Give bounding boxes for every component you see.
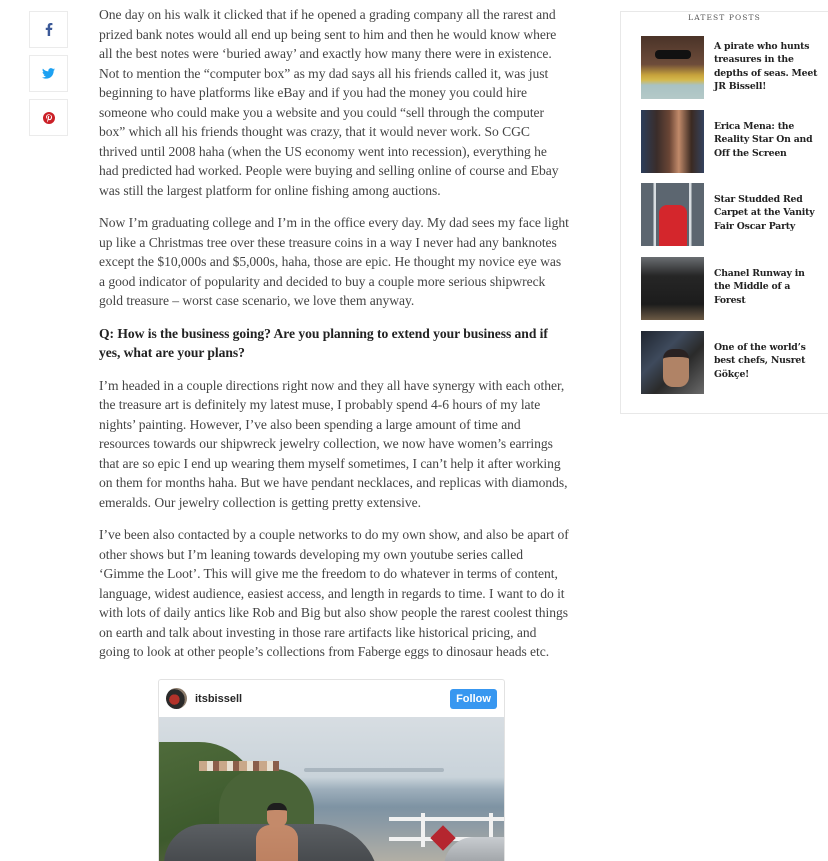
instagram-photo[interactable]	[159, 717, 504, 861]
facebook-icon	[45, 23, 53, 36]
post-title-link[interactable]: Erica Mena: the Reality Star On and Off the Screen	[714, 121, 813, 159]
share-bar	[29, 11, 68, 143]
widget-title: LATEST POSTS	[621, 5, 828, 24]
article-paragraph: One day on his walk it clicked that if he opened a grading company all the rarest and prized bank notes would all end up being sent to him and then he would know where all the best notes were ‘buried away’ and exactly how many there were in existence. Not to mention the “computer box” as my dad says all his friends called it, was just beginning to have platforms like eBay and if you had the money you could hire someone who could make you a website and you could “sell through the computer box” which all his friends thought was crazy, that it would never work. So CGC thrived until 2008 haha (when the US economy went into recession), everything he had predicted had worked. People were buying and selling online of course and Ebay was still the largest platform for online fishing among auctions.	[99, 7, 559, 198]
photo-detail	[304, 768, 444, 772]
latest-post-item[interactable]	[641, 257, 821, 320]
share-facebook-button[interactable]	[29, 11, 68, 48]
photo-detail	[199, 761, 279, 771]
article-paragraph: I’m headed in a couple directions right now and they all have synergy with each other, the treasure art is definitely my latest muse, I probably spend 4-6 hours of my late nights’ painting. However, I’ve also been spending a large amount of time and resources towards our shipwreck jewelry collection, we now have women’s earrings that are so epic I end up wearing them myself sometimes, I can’t help it after working on them for months haha. But we have pendant necklaces, and replicas with diamonds, emeralds. Our jewelry collection is getting pretty extensive.	[99, 377, 568, 510]
article-paragraph: Now I’m graduating college and I’m in the office every day. My dad sees my face light up like a Christmas tree over these treasure coins in a way I never had any banknotes except the $10,000s and $5,000s, haha, those are epic. He thought my novice eye was a good indicator of popularity and decided to buy a couple more serious shipwreck gold treasure – worst case scenario, we love them anyway.	[99, 215, 569, 308]
share-twitter-button[interactable]	[29, 55, 68, 92]
post-thumbnail[interactable]	[641, 183, 704, 246]
latest-posts-widget	[620, 11, 828, 414]
post-thumbnail[interactable]	[641, 36, 704, 99]
article-body	[99, 5, 569, 675]
instagram-header	[159, 680, 504, 717]
instagram-embed	[158, 679, 505, 861]
post-title-link[interactable]: Chanel Runway in the Middle of a Forest	[714, 268, 805, 306]
instagram-username[interactable]: itsbissell	[195, 692, 243, 705]
article-paragraph: I’ve been also contacted by a couple networks to do my own show, and also be apart of other shows but I’m leaning towards developing my own youtube series called ‘Gimme the Loot’. This will give me the freedom to do whatever in terms of content, language, widest audience, easiest access, and length in regards to time. I want to do it with lots of daily antics like Rob and Big but also show people the rarest coolest things on earth and talk about investing in those rare artifacts like historical pricing, and going to look at other people’s collections from Faberge eggs to dinosaur heads etc.	[99, 527, 569, 659]
photo-detail	[389, 817, 504, 821]
latest-post-item[interactable]	[641, 331, 821, 394]
post-title-link[interactable]: Star Studded Red Carpet at the Vanity Fair Oscar Party	[714, 194, 815, 232]
share-pinterest-button[interactable]	[29, 99, 68, 136]
follow-button[interactable]: Follow	[450, 689, 497, 709]
photo-detail	[421, 813, 425, 847]
latest-post-item[interactable]	[641, 36, 821, 99]
post-thumbnail[interactable]	[641, 110, 704, 173]
photo-detail	[256, 825, 298, 861]
post-title-link[interactable]: One of the world’s best chefs, Nusret Gökçe!	[714, 342, 806, 380]
post-thumbnail[interactable]	[641, 257, 704, 320]
photo-detail	[267, 803, 287, 827]
twitter-icon	[42, 68, 55, 79]
avatar[interactable]	[166, 688, 187, 709]
post-thumbnail[interactable]	[641, 331, 704, 394]
latest-post-item[interactable]	[641, 110, 821, 173]
latest-post-item[interactable]	[641, 183, 821, 246]
pinterest-icon	[43, 112, 55, 124]
post-title-link[interactable]: A pirate who hunts treasures in the depths of seas. Meet JR Bissell!	[714, 41, 818, 92]
interview-question: Q: How is the business going? Are you planning to extend your business and if yes, what are your plans?	[99, 325, 548, 360]
